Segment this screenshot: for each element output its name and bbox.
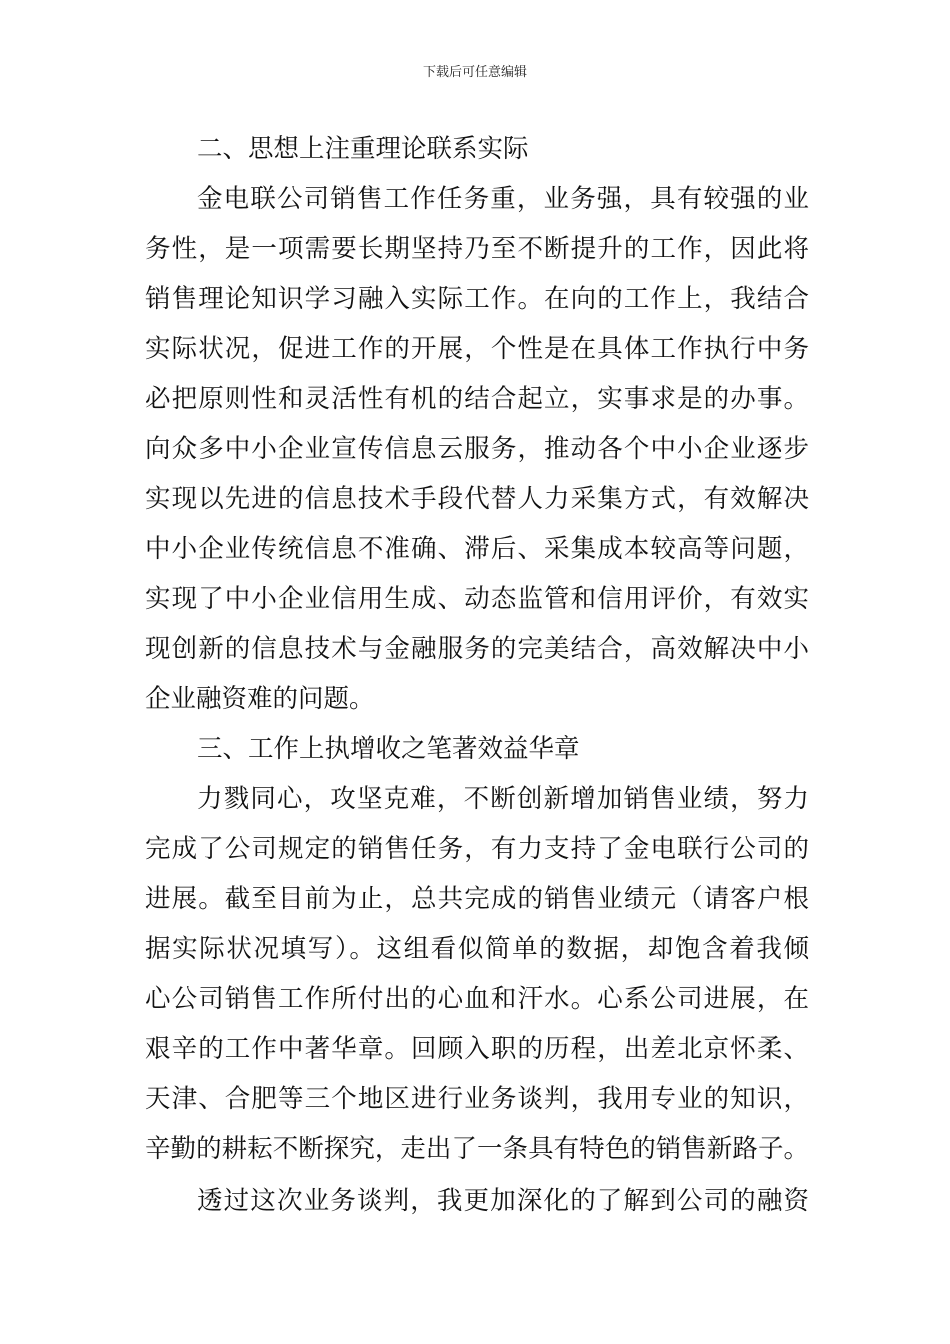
paragraph-line: 据实际状况填写）。这组看似简单的数据，却饱含着我倾 bbox=[145, 934, 809, 964]
page-header: 下载后可任意编辑 bbox=[422, 65, 527, 80]
paragraph-line: 中小企业传统信息不准确、滞后、采集成本较高等问题， bbox=[145, 534, 809, 564]
paragraph-line: 企业融资难的问题。 bbox=[145, 684, 375, 714]
paragraph-line: 金电联公司销售工作任务重，业务强，具有较强的业 bbox=[197, 184, 809, 214]
paragraph-line: 务性，是一项需要长期坚持乃至不断提升的工作，因此将 bbox=[145, 234, 809, 264]
paragraph-line: 透过这次业务谈判，我更加深化的了解到公司的融资 bbox=[197, 1186, 809, 1216]
paragraph-line: 销售理论知识学习融入实际工作。在向的工作上，我结合 bbox=[145, 284, 809, 314]
paragraph-line: 实现了中小企业信用生成、动态监管和信用评价，有效实 bbox=[145, 584, 809, 614]
paragraph-line: 向众多中小企业宣传信息云服务，推动各个中小企业逐步 bbox=[145, 434, 809, 464]
paragraph-line: 力戮同心，攻坚克难，不断创新增加销售业绩，努力 bbox=[197, 784, 809, 814]
paragraph-line: 进展。截至目前为止，总共完成的销售业绩元（请客户根 bbox=[145, 884, 809, 914]
section-heading-3: 三、工作上执增收之笔著效益华章 bbox=[197, 734, 580, 764]
paragraph-line: 心公司销售工作所付出的心血和汗水。心系公司进展，在 bbox=[145, 984, 809, 1014]
section-heading-2: 二、思想上注重理论联系实际 bbox=[197, 134, 529, 164]
paragraph-line: 艰辛的工作中著华章。回顾入职的历程，出差北京怀柔、 bbox=[145, 1034, 809, 1064]
paragraph-line: 实现以先进的信息技术手段代替人力采集方式，有效解决 bbox=[145, 484, 809, 514]
document-body bbox=[145, 124, 809, 1226]
paragraph-line: 天津、合肥等三个地区进行业务谈判，我用专业的知识， bbox=[145, 1084, 809, 1114]
paragraph-line: 辛勤的耕耘不断探究，走出了一条具有特色的销售新路子。 bbox=[145, 1134, 809, 1164]
paragraph-line: 实际状况，促进工作的开展，个性是在具体工作执行中务 bbox=[145, 334, 809, 364]
paragraph-line: 现创新的信息技术与金融服务的完美结合，高效解决中小 bbox=[145, 634, 809, 664]
paragraph-line: 完成了公司规定的销售任务，有力支持了金电联行公司的 bbox=[145, 834, 809, 864]
paragraph-line: 必把原则性和灵活性有机的结合起立，实事求是的办事。 bbox=[145, 384, 809, 414]
